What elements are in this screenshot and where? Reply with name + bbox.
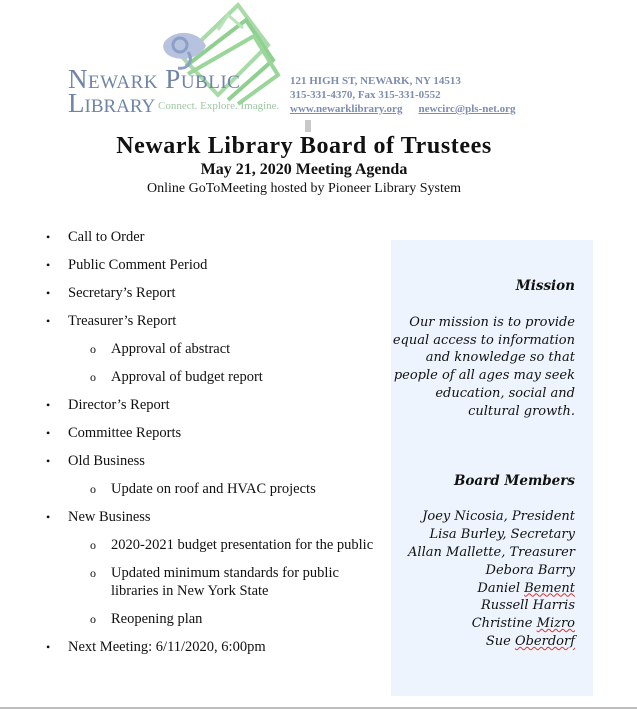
agenda-item-label: Committee Reports xyxy=(68,425,182,441)
agenda-subitem xyxy=(46,340,376,358)
logo-tagline: Connect. Explore. Imagine. xyxy=(158,100,280,112)
page-subtitle: May 21, 2020 Meeting Agenda xyxy=(200,161,408,178)
board-member xyxy=(385,597,575,615)
logo-name-line2: Library xyxy=(68,88,156,118)
agenda-item xyxy=(46,396,376,414)
agenda-subitem-label: Approval of budget report xyxy=(111,369,263,385)
board-member xyxy=(385,615,575,633)
agenda-item-label: Call to Order xyxy=(68,229,145,245)
bullet-icon: • xyxy=(46,510,51,524)
member-last-name: Mallette, Treasurer xyxy=(446,544,575,560)
agenda-subitem-label: Approval of abstract xyxy=(111,341,231,357)
agenda-item xyxy=(46,638,376,656)
agenda-item xyxy=(46,424,376,442)
owl-icon xyxy=(163,33,206,68)
board-member xyxy=(385,580,575,598)
member-first-name: Russell xyxy=(480,598,529,614)
sub-bullet-icon: o xyxy=(90,370,96,384)
board-members-list xyxy=(385,508,575,650)
agenda-subitem-label: Update on roof and HVAC projects xyxy=(111,481,316,497)
member-last-name: Burley, Secretary xyxy=(460,527,575,543)
board-heading: Board Members xyxy=(454,472,575,489)
phone-fax: 315-331-4370, Fax 315-331-0552 xyxy=(290,89,441,101)
member-first-name: Joey xyxy=(422,509,451,525)
agenda-item xyxy=(46,284,376,302)
meeting-host: Online GoToMeeting hosted by Pioneer Library System xyxy=(147,181,461,196)
sub-bullet-icon: o xyxy=(90,482,96,496)
website-link[interactable]: www.newarklibrary.org xyxy=(290,103,403,115)
page-title: Newark Library Board of Trustees xyxy=(116,133,492,159)
board-member xyxy=(385,544,575,562)
board-member xyxy=(385,562,575,580)
sub-bullet-icon: o xyxy=(90,342,96,356)
address: 121 HIGH ST, NEWARK, NY 14513 xyxy=(290,75,461,87)
agenda-item-label: Director’s Report xyxy=(68,397,170,413)
member-last-name: Mizro xyxy=(536,616,575,632)
sidebar-panel xyxy=(391,240,593,696)
agenda-item-label: Old Business xyxy=(68,453,145,469)
member-last-name: Barry xyxy=(537,562,575,578)
agenda-item xyxy=(46,452,376,470)
bullet-icon: • xyxy=(46,314,51,328)
agenda-item-label: New Business xyxy=(68,509,151,525)
agenda-item xyxy=(46,312,376,330)
board-member xyxy=(385,633,575,651)
member-first-name: Lisa xyxy=(429,527,457,543)
member-last-name: Harris xyxy=(532,598,575,614)
letterhead-contact xyxy=(290,74,516,116)
agenda-item-label: Treasurer’s Report xyxy=(68,313,177,329)
sub-bullet-icon: o xyxy=(90,612,96,626)
email-link[interactable]: newcirc@pls-net.org xyxy=(418,103,516,115)
agenda-item-label: Next Meeting: 6/11/2020, 6:00pm xyxy=(68,639,266,655)
mission-heading: Mission xyxy=(515,278,575,294)
agenda-subitem xyxy=(46,610,376,628)
bullet-icon: • xyxy=(46,426,51,440)
agenda-subitem-label: 2020-2021 budget presentation for the public xyxy=(111,537,374,553)
agenda-item xyxy=(46,508,376,526)
agenda-list xyxy=(46,228,376,666)
member-first-name: Sue xyxy=(485,633,511,649)
member-first-name: Daniel xyxy=(477,580,520,596)
agenda-item-label: Secretary’s Report xyxy=(68,285,176,301)
bullet-icon: • xyxy=(46,454,51,468)
member-last-name: Bement xyxy=(524,580,575,596)
logo-name-line1: Newark Public xyxy=(68,64,241,94)
bullet-icon: • xyxy=(46,286,51,300)
board-member xyxy=(385,526,575,544)
bullet-icon: • xyxy=(46,640,51,654)
agenda-subitem-label: Updated minimum standards for public libraries in New York State xyxy=(111,565,339,599)
member-first-name: Debora xyxy=(485,562,534,578)
agenda-subitem xyxy=(46,368,376,386)
mission-text: Our mission is to provide equal access to information and knowledge so that people of all ages may seek education, social and cultural growth. xyxy=(392,314,575,419)
agenda-item-label: Public Comment Period xyxy=(68,257,208,273)
board-member xyxy=(385,508,575,526)
member-last-name: Oberdorf xyxy=(514,633,575,649)
sub-bullet-icon: o xyxy=(90,538,96,552)
member-first-name: Allan xyxy=(408,544,442,560)
agenda-item xyxy=(46,256,376,274)
bullet-icon: • xyxy=(46,398,51,412)
bullet-icon: • xyxy=(46,258,51,272)
bullet-icon: • xyxy=(46,230,51,244)
member-first-name: Christine xyxy=(471,616,533,632)
agenda-subitem xyxy=(46,536,376,554)
text-cursor xyxy=(305,120,311,132)
member-last-name: Nicosia, President xyxy=(454,509,575,525)
agenda-item xyxy=(46,228,376,246)
agenda-subitem-label: Reopening plan xyxy=(111,611,203,627)
agenda-subitem xyxy=(46,480,376,498)
sub-bullet-icon: o xyxy=(90,566,96,580)
agenda-subitem xyxy=(46,564,376,600)
